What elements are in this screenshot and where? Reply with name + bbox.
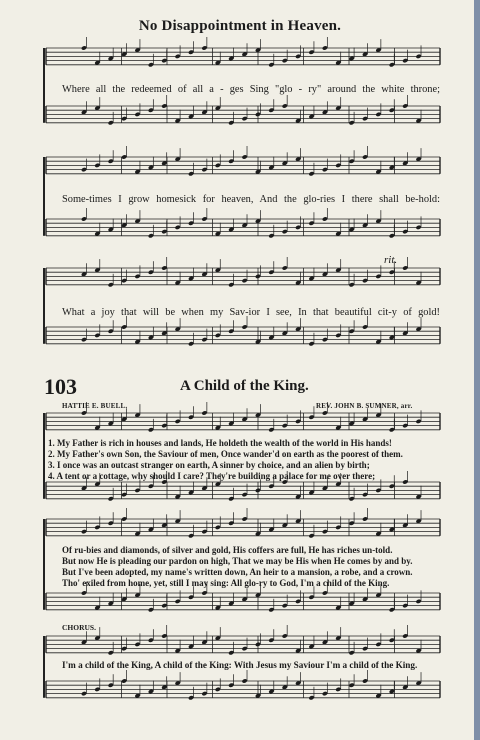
staff [46, 508, 440, 538]
staff [46, 146, 440, 176]
verse-line: Tho' exiled from home, yet, still I may sing: All glo-ry to God, I'm a child of the King. [62, 578, 390, 588]
lyric-line-3: What a joy that will be when my Sav-ior I see, In that beautiful cit-y of gold! [62, 307, 440, 318]
staff [46, 625, 440, 655]
verse-line: But now He is pleading our pardon on high, That we may be His when He comes by and by. [62, 556, 413, 566]
lyric-line-2: Some-times I grow homesick for heaven, And the glo-ries I there shall be-hold: [62, 194, 440, 205]
composer-credit: REV. JOHN B. SUMNER, arr. [316, 402, 413, 410]
verse-line: 3. I once was an outcast stranger on earth, A sinner by choice, and an alien by birth; [48, 460, 370, 470]
staff [46, 316, 440, 346]
verse-line: 1. My Father is rich in houses and lands, He holdeth the wealth of the world in His hands! [48, 438, 392, 448]
verse-line: 4. A tent or a cottage, why should I care? They're building a palace for me over there; [48, 471, 376, 481]
verse-line: Of ru-bies and diamonds, of silver and gold, His coffers are full, He has riches un-told. [62, 545, 393, 555]
ritardando-marking: rit. [384, 254, 398, 266]
verse-block-bottom [62, 545, 442, 589]
staff [46, 670, 440, 700]
staff [46, 95, 440, 125]
hymn-title-2: A Child of the King. [180, 378, 309, 394]
hymn-title: No Disappointment in Heaven. [138, 18, 342, 34]
staff [46, 208, 440, 238]
verse-block-top [48, 438, 440, 482]
lyric-line-1: Where all the redeemed of all a - ges Sing "glo - ry" around the white throne; [62, 84, 440, 95]
verse-line: But I've been adopted, my name's written down, An heir to a mansion, a robe, and a crown. [62, 567, 413, 577]
chorus-label: CHORUS. [62, 623, 96, 632]
lyricist-credit: HATTIE E. BUELL. [62, 402, 128, 410]
staff [46, 37, 440, 67]
verse-line: 2. My Father's own Son, the Saviour of men, Once wander'd on earth as the poorest of them. [48, 449, 403, 459]
hymn-number: 103 [44, 374, 77, 399]
chorus-lyric: I'm a child of the King, A child of the King: With Jesus my Saviour I'm a child of the King. [62, 660, 418, 670]
staff [46, 257, 440, 287]
